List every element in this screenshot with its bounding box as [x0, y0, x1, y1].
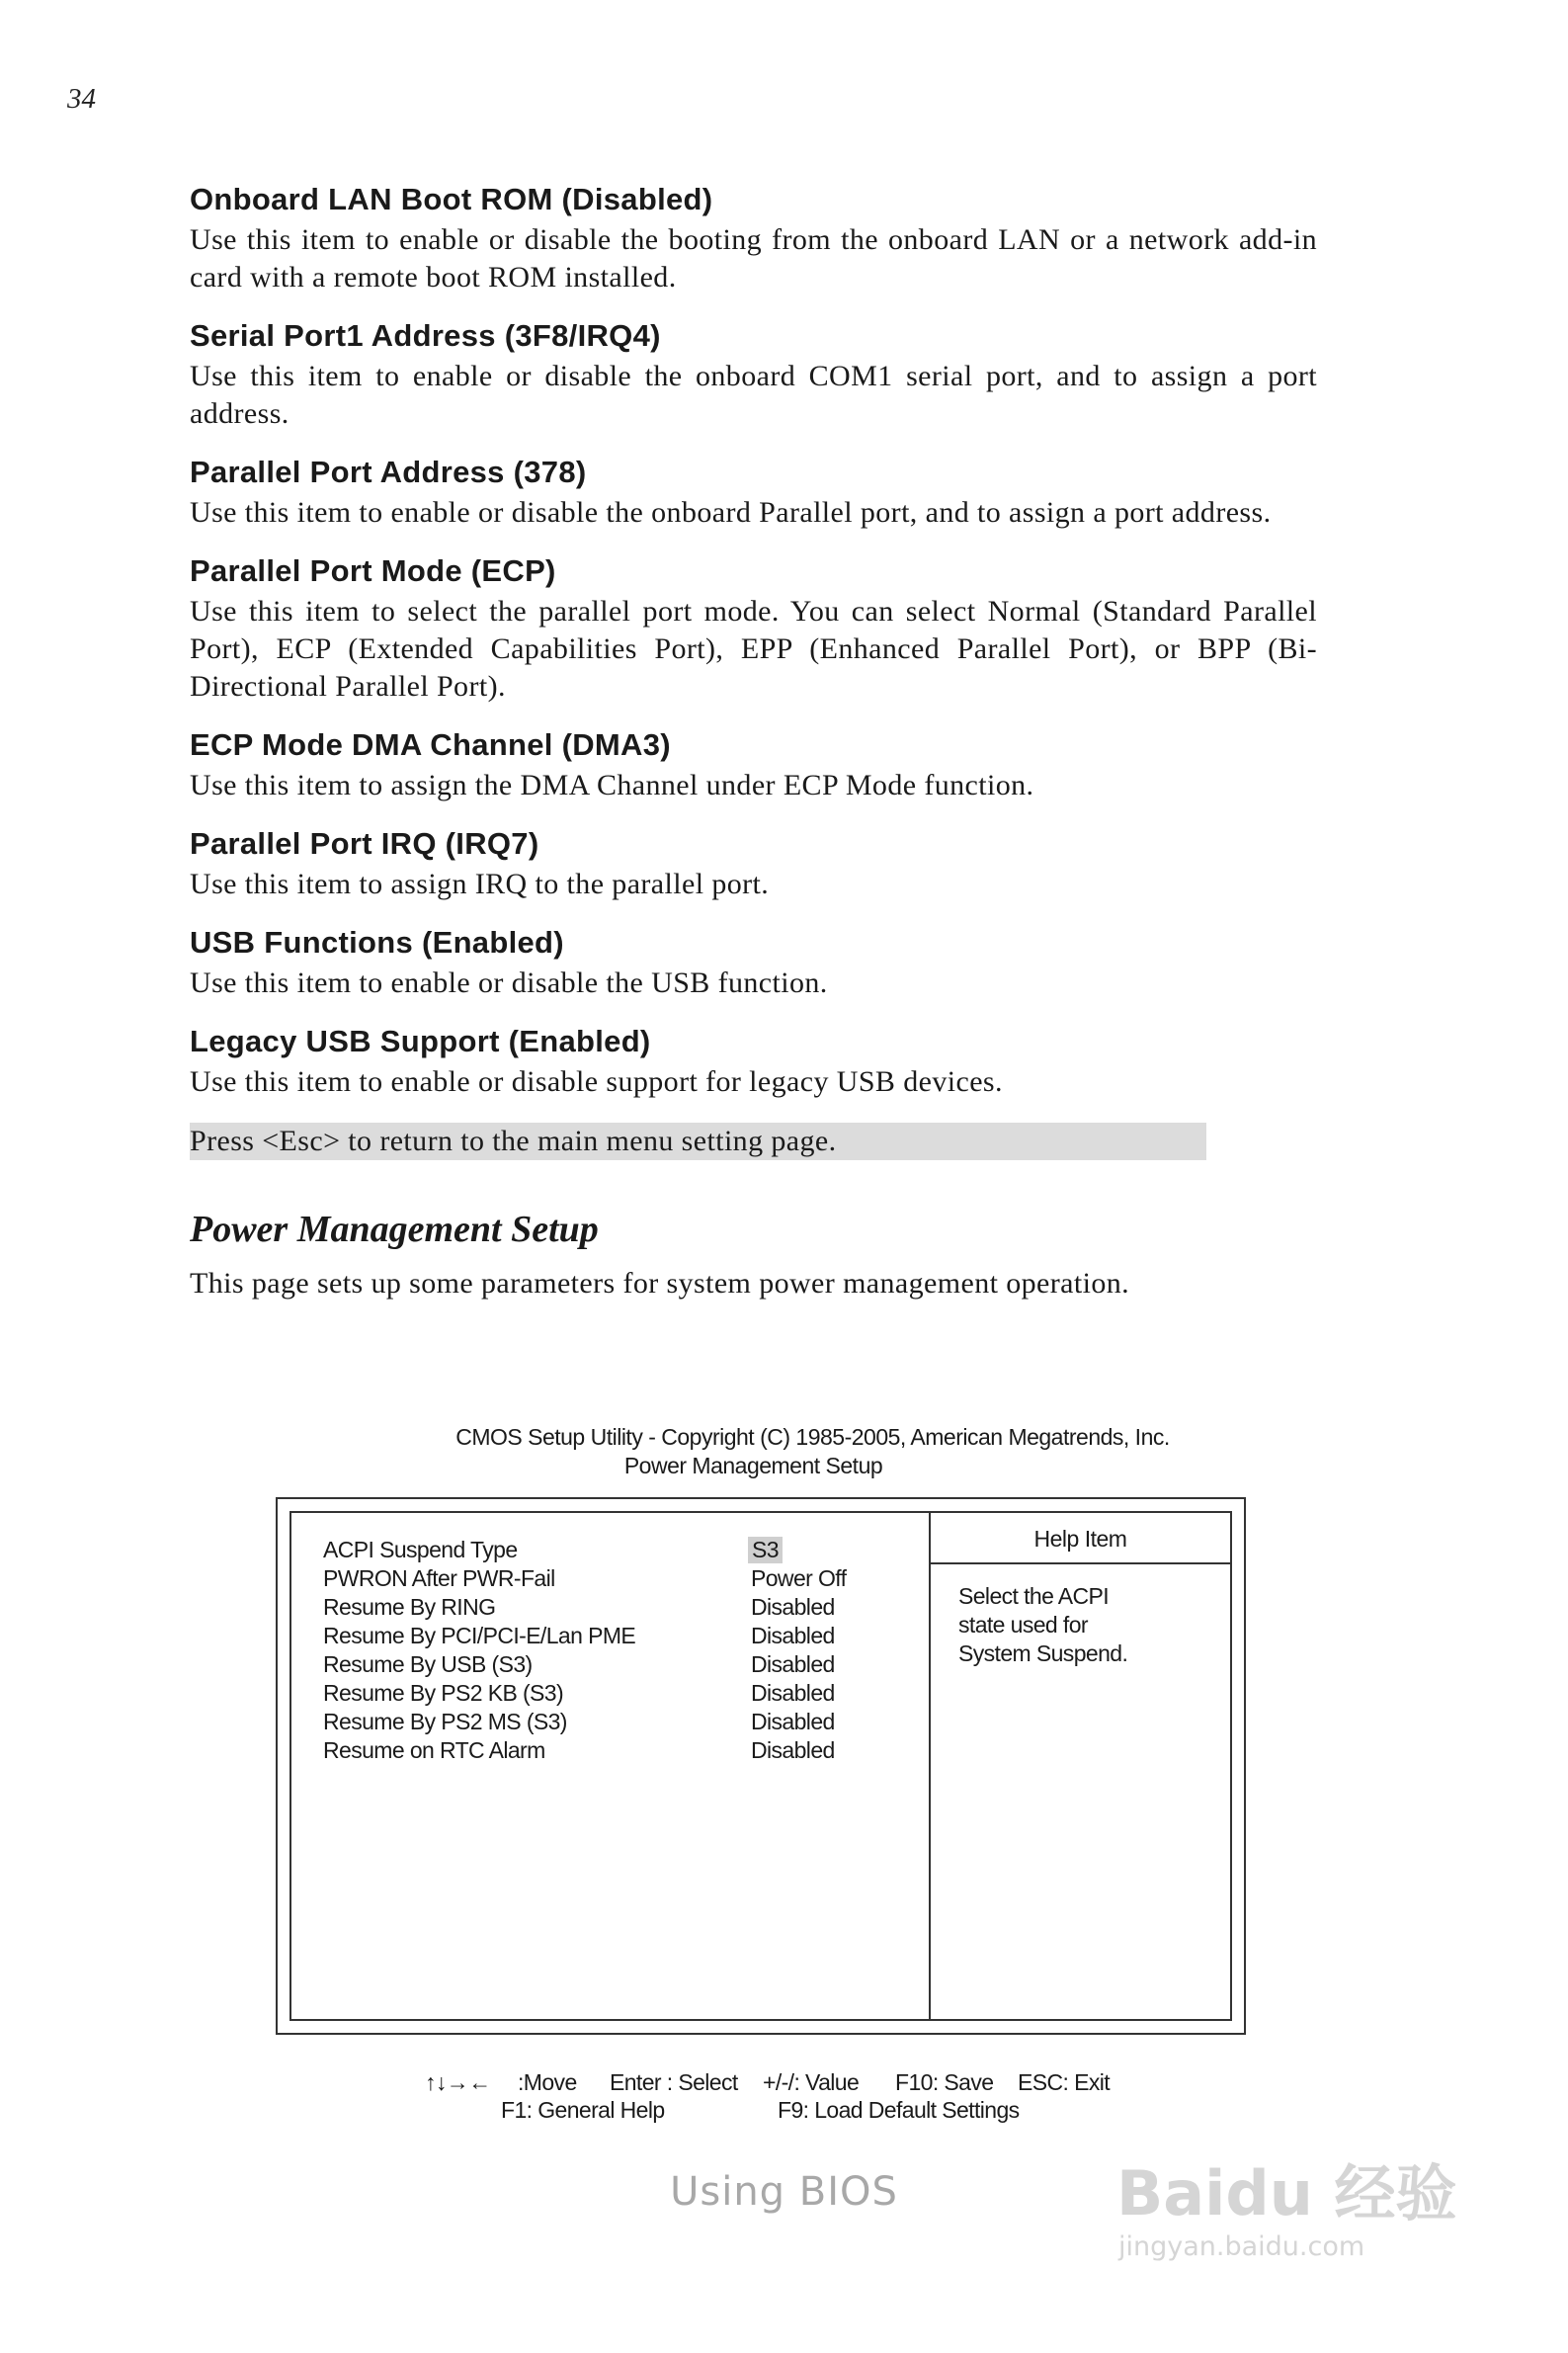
section-parallel-port-irq [190, 826, 1317, 903]
bios-caption-copyright: CMOS Setup Utility - Copyright (C) 1985-2005, American Megatrends, Inc. [455, 1424, 1170, 1450]
watermark-site: jingyan.baidu.com [1118, 2231, 1365, 2262]
key-f10-save: F10: Save [895, 2069, 994, 2095]
setting-value[interactable]: Disabled [751, 1680, 835, 1706]
power-management-intro: This page sets up some parameters for system power management operation. [190, 1267, 1130, 1300]
help-panel [929, 1513, 1230, 2019]
arrow-keys-icon: ↑↓→← [425, 2069, 491, 2095]
section-title: Serial Port1 Address (3F8/IRQ4) [190, 318, 661, 353]
baidu-watermark [1107, 2125, 1502, 2273]
section-body: Use this item to enable or disable support for legacy USB devices. [190, 1065, 1003, 1098]
setting-value[interactable]: Disabled [751, 1709, 835, 1734]
section-body: Use this item to enable or disable the onboard COM1 serial port, and to assign a port address. [190, 360, 1317, 430]
bios-caption-screen-name: Power Management Setup [623, 1453, 883, 1478]
setting-label: PWRON After PWR-Fail [323, 1565, 555, 1591]
key-f9-defaults: F9: Load Default Settings [778, 2097, 1020, 2123]
key-esc-exit: ESC: Exit [1018, 2069, 1111, 2095]
key-value: +/-/: Value [763, 2069, 860, 2095]
section-body: Use this item to assign the DMA Channel under ECP Mode function. [190, 769, 1034, 801]
section-title: Legacy USB Support (Enabled) [190, 1024, 651, 1058]
key-legend [425, 2069, 1215, 2125]
page-number: 34 [67, 83, 96, 115]
section-title: ECP Mode DMA Channel (DMA3) [190, 727, 671, 762]
key-f1-help: F1: General Help [501, 2097, 665, 2123]
setting-label: Resume By PCI/PCI-E/Lan PME [323, 1623, 636, 1648]
section-serial-port1 [190, 318, 1317, 433]
help-text: Select the ACPI state used for System Suspend. [958, 1583, 1128, 1666]
setting-label: Resume on RTC Alarm [323, 1737, 545, 1763]
bios-caption [190, 1423, 1317, 1480]
setting-value[interactable]: Disabled [751, 1623, 835, 1648]
setting-label: Resume By RING [323, 1594, 496, 1620]
section-legacy-usb [190, 1024, 1317, 1101]
section-body: Use this item to assign IRQ to the parallel port. [190, 868, 770, 900]
page-footer: Using BIOS [670, 2169, 898, 2215]
setting-label: Resume By PS2 KB (S3) [323, 1680, 564, 1706]
section-parallel-port-mode [190, 553, 1317, 706]
setting-value-selected[interactable]: S3 [748, 1537, 783, 1563]
section-parallel-port-address [190, 455, 1317, 532]
setting-value[interactable]: Power Off [751, 1565, 847, 1591]
section-body: Use this item to enable or disable the onboard Parallel port, and to assign a port address. [190, 496, 1272, 529]
setting-label: Resume By USB (S3) [323, 1651, 533, 1677]
section-lan-boot-rom [190, 182, 1317, 296]
section-title: Parallel Port Mode (ECP) [190, 553, 556, 588]
help-title: Help Item [931, 1513, 1230, 1564]
section-usb-functions [190, 925, 1317, 1002]
setting-value[interactable]: Disabled [751, 1651, 835, 1677]
power-management-title: Power Management Setup [190, 1209, 599, 1250]
bios-panel [289, 1511, 1232, 2021]
bios-screen [276, 1497, 1246, 2035]
manual-content [190, 182, 1317, 1303]
section-body: Use this item to enable or disable the USB function. [190, 966, 828, 999]
bios-settings-list [291, 1513, 929, 2019]
section-body: Use this item to select the parallel port mode. You can select Normal (Standard Parallel Port), ECP (Extended Capabilities Port), EPP (Enhanced Parallel Port), or BPP (Bi-Directional Parallel Port). [190, 595, 1317, 703]
section-title: Parallel Port IRQ (IRQ7) [190, 826, 539, 861]
section-title: USB Functions (Enabled) [190, 925, 564, 960]
setting-value[interactable]: Disabled [751, 1737, 835, 1763]
key-enter-select: Enter : Select [610, 2069, 738, 2095]
section-title: Parallel Port Address (378) [190, 455, 587, 489]
setting-label: ACPI Suspend Type [323, 1537, 518, 1562]
setting-value[interactable]: Disabled [751, 1594, 835, 1620]
setting-label: Resume By PS2 MS (S3) [323, 1709, 567, 1734]
watermark-brand: Baidu 经验 [1116, 2157, 1457, 2229]
section-ecp-dma-channel [190, 727, 1317, 804]
section-title: Onboard LAN Boot ROM (Disabled) [190, 182, 713, 216]
esc-note: Press <Esc> to return to the main menu setting page. [190, 1123, 1206, 1160]
key-move: :Move [518, 2069, 577, 2095]
section-body: Use this item to enable or disable the booting from the onboard LAN or a network add-in card with a remote boot ROM installed. [190, 223, 1317, 294]
